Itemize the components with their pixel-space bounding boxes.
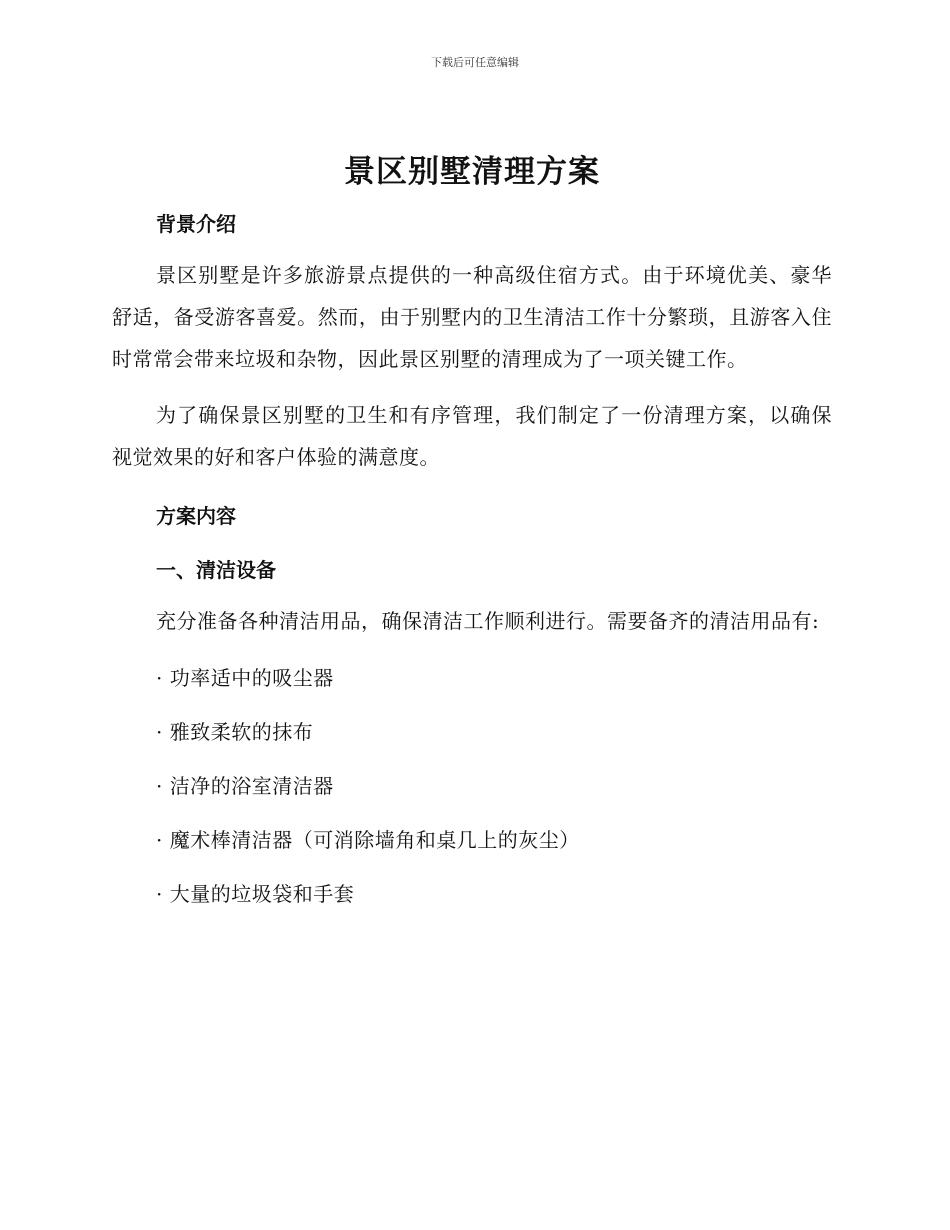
list-item: · 雅致柔软的抹布 <box>156 720 314 744</box>
spacer <box>112 240 832 254</box>
section-heading-plan: 方案内容 <box>156 504 236 528</box>
spacer <box>112 802 832 824</box>
document-title: 景区别墅清理方案 <box>344 154 600 190</box>
list-item: · 大量的垃圾袋和手套 <box>156 882 355 906</box>
spacer <box>112 748 832 770</box>
spacer <box>112 642 832 662</box>
spacer <box>112 478 832 500</box>
paragraph-background-2: 为了确保景区别墅的卫生和有序管理，我们制定了一份清理方案，以确保视觉效果的好和客户体验的满意度。 <box>112 403 832 469</box>
list-item: · 功率适中的吸尘器 <box>156 666 334 690</box>
paragraph-equipment-intro: 充分准备各种清洁用品，确保清洁工作顺利进行。需要备齐的清洁用品有: <box>156 609 820 633</box>
document-body <box>112 148 832 910</box>
spacer <box>112 856 832 878</box>
spacer <box>112 380 832 394</box>
list-item: · 魔术棒清洁器（可消除墙角和桌几上的灰尘） <box>156 828 580 852</box>
subsection-heading-cleaning-equipment: 一、清洁设备 <box>156 558 276 582</box>
spacer <box>112 532 832 554</box>
spacer <box>112 694 832 716</box>
section-heading-background: 背景介绍 <box>156 212 236 236</box>
equipment-list <box>112 662 832 910</box>
header-note: 下载后可任意编辑 <box>431 56 519 69</box>
spacer <box>112 586 832 600</box>
list-item: · 洁净的浴室清洁器 <box>156 774 334 798</box>
paragraph-background-1: 景区别墅是许多旅游景点提供的一种高级住宿方式。由于环境优美、豪华舒适，备受游客喜爱。然而，由于别墅内的卫生清洁工作十分繁琐，且游客入住时常常会带来垃圾和杂物，因此景区别墅的清理成为了一项关键工作。 <box>112 263 832 371</box>
